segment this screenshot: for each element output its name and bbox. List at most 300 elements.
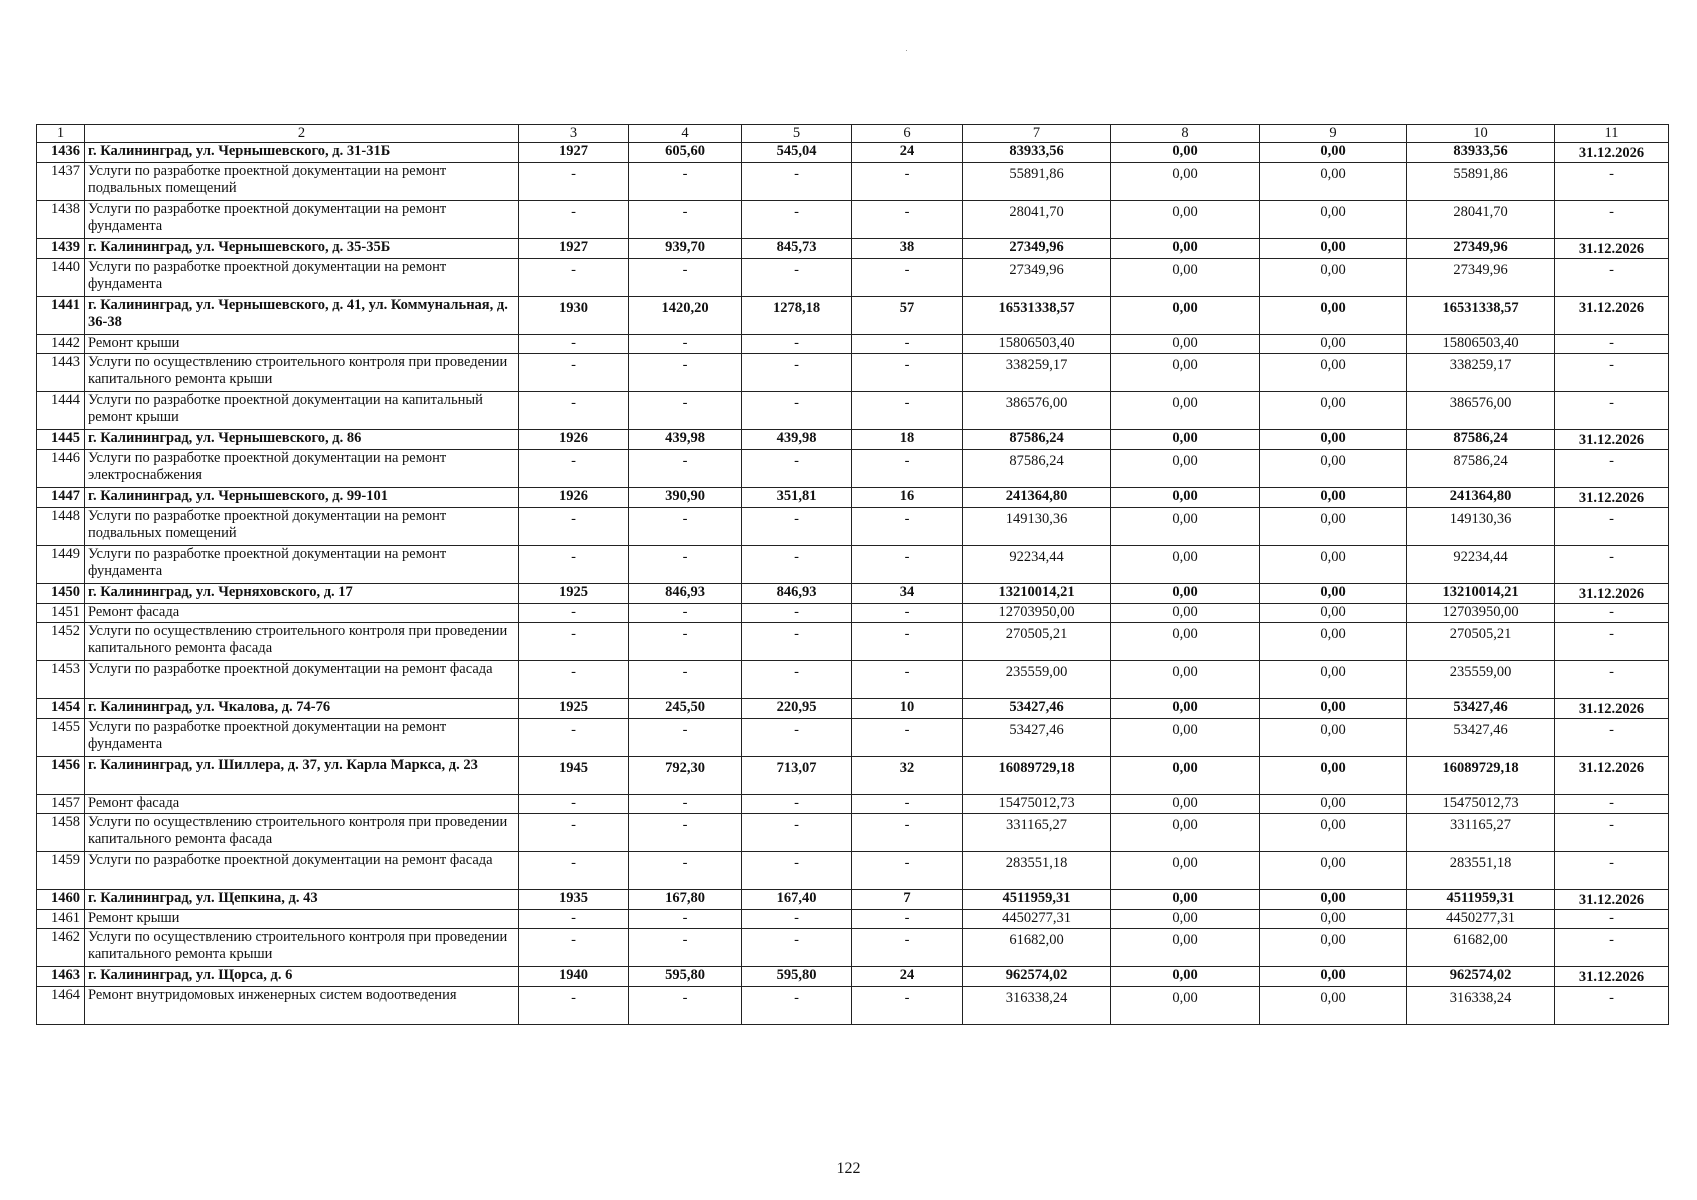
cost-col9-cell: 0,00 bbox=[1260, 297, 1407, 335]
row-name: Услуги по разработке проектной документации на ремонт фундамента bbox=[85, 259, 519, 297]
cost-col10-cell: 235559,00 bbox=[1407, 661, 1555, 699]
row-name: Услуги по осуществлению строительного контроля при проведении капитального ремонта фасада bbox=[85, 814, 519, 852]
residents-cell: 38 bbox=[852, 239, 963, 259]
deadline-cell: - bbox=[1555, 392, 1669, 430]
cost-col10-cell: 53427,46 bbox=[1407, 699, 1555, 719]
year-cell: - bbox=[519, 201, 629, 239]
cost-total-cell: 149130,36 bbox=[963, 508, 1111, 546]
work-row bbox=[37, 719, 1669, 757]
cost-col9-cell: 0,00 bbox=[1260, 335, 1407, 354]
cost-col9-cell: 0,00 bbox=[1260, 143, 1407, 163]
year-cell: - bbox=[519, 795, 629, 814]
cost-col8-cell: 0,00 bbox=[1111, 795, 1260, 814]
area-living-cell: - bbox=[742, 354, 852, 392]
area-living-cell: - bbox=[742, 546, 852, 584]
address-row bbox=[37, 584, 1669, 604]
row-name: Услуги по разработке проектной документации на ремонт фасада bbox=[85, 852, 519, 890]
year-cell: - bbox=[519, 852, 629, 890]
cost-total-cell: 12703950,00 bbox=[963, 604, 1111, 623]
area-total-cell: - bbox=[629, 259, 742, 297]
residents-cell: - bbox=[852, 163, 963, 201]
cost-col10-cell: 4511959,31 bbox=[1407, 890, 1555, 910]
cost-col8-cell: 0,00 bbox=[1111, 814, 1260, 852]
cost-col9-cell: 0,00 bbox=[1260, 623, 1407, 661]
cost-total-cell: 235559,00 bbox=[963, 661, 1111, 699]
cost-total-cell: 15475012,73 bbox=[963, 795, 1111, 814]
deadline-cell: 31.12.2026 bbox=[1555, 584, 1669, 604]
row-name: Услуги по разработке проектной документации на ремонт фасада bbox=[85, 661, 519, 699]
area-total-cell: - bbox=[629, 508, 742, 546]
area-total-cell: - bbox=[629, 852, 742, 890]
residents-cell: - bbox=[852, 814, 963, 852]
year-cell: 1925 bbox=[519, 699, 629, 719]
col-header: 4 bbox=[629, 125, 742, 143]
row-number: 1437 bbox=[37, 163, 85, 201]
area-total-cell: - bbox=[629, 201, 742, 239]
area-total-cell: - bbox=[629, 987, 742, 1025]
row-number: 1446 bbox=[37, 450, 85, 488]
row-number: 1441 bbox=[37, 297, 85, 335]
row-name: г. Калининград, ул. Черняховского, д. 17 bbox=[85, 584, 519, 604]
row-number: 1439 bbox=[37, 239, 85, 259]
cost-total-cell: 338259,17 bbox=[963, 354, 1111, 392]
year-cell: 1935 bbox=[519, 890, 629, 910]
address-row bbox=[37, 890, 1669, 910]
work-row bbox=[37, 852, 1669, 890]
cost-col8-cell: 0,00 bbox=[1111, 335, 1260, 354]
cost-col9-cell: 0,00 bbox=[1260, 546, 1407, 584]
cost-col9-cell: 0,00 bbox=[1260, 430, 1407, 450]
area-total-cell: - bbox=[629, 910, 742, 929]
work-row bbox=[37, 814, 1669, 852]
area-living-cell: 351,81 bbox=[742, 488, 852, 508]
address-row bbox=[37, 488, 1669, 508]
cost-col9-cell: 0,00 bbox=[1260, 163, 1407, 201]
year-cell: - bbox=[519, 910, 629, 929]
work-row bbox=[37, 450, 1669, 488]
area-living-cell: - bbox=[742, 392, 852, 430]
cost-total-cell: 27349,96 bbox=[963, 239, 1111, 259]
row-name: Услуги по разработке проектной документации на капитальный ремонт крыши bbox=[85, 392, 519, 430]
table-body bbox=[37, 125, 1669, 1025]
residents-cell: 10 bbox=[852, 699, 963, 719]
work-row bbox=[37, 604, 1669, 623]
cost-total-cell: 241364,80 bbox=[963, 488, 1111, 508]
col-header: 8 bbox=[1111, 125, 1260, 143]
cost-col8-cell: 0,00 bbox=[1111, 910, 1260, 929]
cost-total-cell: 331165,27 bbox=[963, 814, 1111, 852]
cost-total-cell: 87586,24 bbox=[963, 450, 1111, 488]
area-living-cell: - bbox=[742, 987, 852, 1025]
year-cell: 1930 bbox=[519, 297, 629, 335]
deadline-cell: - bbox=[1555, 661, 1669, 699]
cost-col8-cell: 0,00 bbox=[1111, 757, 1260, 795]
area-total-cell: - bbox=[629, 661, 742, 699]
residents-cell: - bbox=[852, 201, 963, 239]
deadline-cell: 31.12.2026 bbox=[1555, 890, 1669, 910]
area-total-cell: - bbox=[629, 450, 742, 488]
scan-dot bbox=[906, 50, 907, 51]
year-cell: - bbox=[519, 259, 629, 297]
area-total-cell: - bbox=[629, 354, 742, 392]
year-cell: - bbox=[519, 508, 629, 546]
residents-cell: - bbox=[852, 450, 963, 488]
year-cell: 1927 bbox=[519, 143, 629, 163]
cost-col8-cell: 0,00 bbox=[1111, 852, 1260, 890]
area-total-cell: 846,93 bbox=[629, 584, 742, 604]
row-number: 1457 bbox=[37, 795, 85, 814]
cost-col8-cell: 0,00 bbox=[1111, 967, 1260, 987]
row-number: 1454 bbox=[37, 699, 85, 719]
year-cell: - bbox=[519, 719, 629, 757]
deadline-cell: - bbox=[1555, 508, 1669, 546]
cost-total-cell: 55891,86 bbox=[963, 163, 1111, 201]
cost-col9-cell: 0,00 bbox=[1260, 699, 1407, 719]
cost-total-cell: 270505,21 bbox=[963, 623, 1111, 661]
deadline-cell: - bbox=[1555, 623, 1669, 661]
area-total-cell: - bbox=[629, 929, 742, 967]
residents-cell: 24 bbox=[852, 143, 963, 163]
cost-col8-cell: 0,00 bbox=[1111, 584, 1260, 604]
area-total-cell: - bbox=[629, 335, 742, 354]
area-living-cell: - bbox=[742, 201, 852, 239]
row-name: Услуги по разработке проектной документации на ремонт подвальных помещений bbox=[85, 508, 519, 546]
residents-cell: - bbox=[852, 661, 963, 699]
deadline-cell: 31.12.2026 bbox=[1555, 297, 1669, 335]
cost-col9-cell: 0,00 bbox=[1260, 392, 1407, 430]
residents-cell: - bbox=[852, 354, 963, 392]
cost-col10-cell: 53427,46 bbox=[1407, 719, 1555, 757]
cost-col10-cell: 87586,24 bbox=[1407, 450, 1555, 488]
cost-total-cell: 386576,00 bbox=[963, 392, 1111, 430]
cost-col8-cell: 0,00 bbox=[1111, 392, 1260, 430]
deadline-cell: 31.12.2026 bbox=[1555, 757, 1669, 795]
deadline-cell: - bbox=[1555, 987, 1669, 1025]
area-living-cell: 845,73 bbox=[742, 239, 852, 259]
cost-col9-cell: 0,00 bbox=[1260, 508, 1407, 546]
cost-col9-cell: 0,00 bbox=[1260, 584, 1407, 604]
deadline-cell: 31.12.2026 bbox=[1555, 430, 1669, 450]
year-cell: - bbox=[519, 661, 629, 699]
cost-total-cell: 4450277,31 bbox=[963, 910, 1111, 929]
year-cell: 1926 bbox=[519, 488, 629, 508]
cost-total-cell: 13210014,21 bbox=[963, 584, 1111, 604]
row-number: 1458 bbox=[37, 814, 85, 852]
cost-col8-cell: 0,00 bbox=[1111, 929, 1260, 967]
area-total-cell: - bbox=[629, 546, 742, 584]
deadline-cell: - bbox=[1555, 604, 1669, 623]
year-cell: - bbox=[519, 604, 629, 623]
year-cell: - bbox=[519, 392, 629, 430]
cost-col9-cell: 0,00 bbox=[1260, 354, 1407, 392]
address-row bbox=[37, 239, 1669, 259]
cost-col8-cell: 0,00 bbox=[1111, 890, 1260, 910]
work-row bbox=[37, 201, 1669, 239]
residents-cell: - bbox=[852, 929, 963, 967]
cost-col9-cell: 0,00 bbox=[1260, 719, 1407, 757]
col-header: 3 bbox=[519, 125, 629, 143]
residents-cell: 34 bbox=[852, 584, 963, 604]
row-number: 1447 bbox=[37, 488, 85, 508]
area-total-cell: 245,50 bbox=[629, 699, 742, 719]
cost-col8-cell: 0,00 bbox=[1111, 430, 1260, 450]
cost-col8-cell: 0,00 bbox=[1111, 354, 1260, 392]
cost-col10-cell: 27349,96 bbox=[1407, 259, 1555, 297]
cost-col9-cell: 0,00 bbox=[1260, 259, 1407, 297]
cost-col10-cell: 386576,00 bbox=[1407, 392, 1555, 430]
cost-col10-cell: 55891,86 bbox=[1407, 163, 1555, 201]
row-number: 1453 bbox=[37, 661, 85, 699]
cost-col9-cell: 0,00 bbox=[1260, 661, 1407, 699]
row-number: 1448 bbox=[37, 508, 85, 546]
deadline-cell: - bbox=[1555, 335, 1669, 354]
year-cell: - bbox=[519, 623, 629, 661]
deadline-cell: - bbox=[1555, 929, 1669, 967]
area-total-cell: 792,30 bbox=[629, 757, 742, 795]
cost-col8-cell: 0,00 bbox=[1111, 699, 1260, 719]
cost-col9-cell: 0,00 bbox=[1260, 967, 1407, 987]
residents-cell: - bbox=[852, 987, 963, 1025]
cost-col10-cell: 27349,96 bbox=[1407, 239, 1555, 259]
row-number: 1436 bbox=[37, 143, 85, 163]
cost-col10-cell: 241364,80 bbox=[1407, 488, 1555, 508]
cost-col10-cell: 270505,21 bbox=[1407, 623, 1555, 661]
cost-col8-cell: 0,00 bbox=[1111, 297, 1260, 335]
area-living-cell: 545,04 bbox=[742, 143, 852, 163]
residents-cell: - bbox=[852, 719, 963, 757]
area-total-cell: 605,60 bbox=[629, 143, 742, 163]
cost-col9-cell: 0,00 bbox=[1260, 450, 1407, 488]
row-number: 1464 bbox=[37, 987, 85, 1025]
cost-col8-cell: 0,00 bbox=[1111, 201, 1260, 239]
area-living-cell: 439,98 bbox=[742, 430, 852, 450]
area-total-cell: 439,98 bbox=[629, 430, 742, 450]
cost-col8-cell: 0,00 bbox=[1111, 488, 1260, 508]
deadline-cell: - bbox=[1555, 795, 1669, 814]
cost-col10-cell: 83933,56 bbox=[1407, 143, 1555, 163]
row-name: Услуги по осуществлению строительного контроля при проведении капитального ремонта крыши bbox=[85, 929, 519, 967]
address-row bbox=[37, 757, 1669, 795]
row-name: Ремонт фасада bbox=[85, 604, 519, 623]
deadline-cell: - bbox=[1555, 814, 1669, 852]
area-living-cell: 713,07 bbox=[742, 757, 852, 795]
row-number: 1463 bbox=[37, 967, 85, 987]
col-header: 7 bbox=[963, 125, 1111, 143]
row-number: 1440 bbox=[37, 259, 85, 297]
area-living-cell: 220,95 bbox=[742, 699, 852, 719]
cost-col10-cell: 331165,27 bbox=[1407, 814, 1555, 852]
year-cell: - bbox=[519, 814, 629, 852]
cost-col10-cell: 316338,24 bbox=[1407, 987, 1555, 1025]
address-row bbox=[37, 967, 1669, 987]
row-number: 1449 bbox=[37, 546, 85, 584]
cost-total-cell: 15806503,40 bbox=[963, 335, 1111, 354]
row-number: 1451 bbox=[37, 604, 85, 623]
area-total-cell: - bbox=[629, 719, 742, 757]
area-living-cell: - bbox=[742, 814, 852, 852]
deadline-cell: 31.12.2026 bbox=[1555, 488, 1669, 508]
cost-total-cell: 27349,96 bbox=[963, 259, 1111, 297]
cost-col9-cell: 0,00 bbox=[1260, 795, 1407, 814]
cost-total-cell: 16089729,18 bbox=[963, 757, 1111, 795]
col-header: 10 bbox=[1407, 125, 1555, 143]
area-total-cell: 167,80 bbox=[629, 890, 742, 910]
area-living-cell: - bbox=[742, 604, 852, 623]
residents-cell: - bbox=[852, 623, 963, 661]
col-header: 2 bbox=[85, 125, 519, 143]
work-row bbox=[37, 392, 1669, 430]
row-name: Услуги по осуществлению строительного контроля при проведении капитального ремонта фасада bbox=[85, 623, 519, 661]
residents-cell: - bbox=[852, 910, 963, 929]
row-name: Услуги по разработке проектной документации на ремонт фундамента bbox=[85, 546, 519, 584]
area-living-cell: - bbox=[742, 852, 852, 890]
work-row bbox=[37, 795, 1669, 814]
work-row bbox=[37, 661, 1669, 699]
cost-total-cell: 87586,24 bbox=[963, 430, 1111, 450]
cost-total-cell: 53427,46 bbox=[963, 719, 1111, 757]
work-row bbox=[37, 163, 1669, 201]
row-name: г. Калининград, ул. Шиллера, д. 37, ул. Карла Маркса, д. 23 bbox=[85, 757, 519, 795]
area-living-cell: - bbox=[742, 508, 852, 546]
residents-cell: - bbox=[852, 392, 963, 430]
area-total-cell: - bbox=[629, 814, 742, 852]
cost-col8-cell: 0,00 bbox=[1111, 239, 1260, 259]
cost-col10-cell: 15475012,73 bbox=[1407, 795, 1555, 814]
cost-total-cell: 962574,02 bbox=[963, 967, 1111, 987]
deadline-cell: - bbox=[1555, 201, 1669, 239]
area-total-cell: - bbox=[629, 163, 742, 201]
cost-col9-cell: 0,00 bbox=[1260, 910, 1407, 929]
cost-total-cell: 4511959,31 bbox=[963, 890, 1111, 910]
deadline-cell: - bbox=[1555, 354, 1669, 392]
cost-col9-cell: 0,00 bbox=[1260, 890, 1407, 910]
row-name: г. Калининград, ул. Чернышевского, д. 99-101 bbox=[85, 488, 519, 508]
area-living-cell: - bbox=[742, 450, 852, 488]
residents-cell: 18 bbox=[852, 430, 963, 450]
row-number: 1443 bbox=[37, 354, 85, 392]
cost-col10-cell: 962574,02 bbox=[1407, 967, 1555, 987]
cost-col8-cell: 0,00 bbox=[1111, 450, 1260, 488]
work-row bbox=[37, 929, 1669, 967]
area-total-cell: - bbox=[629, 795, 742, 814]
work-row bbox=[37, 623, 1669, 661]
row-number: 1456 bbox=[37, 757, 85, 795]
deadline-cell: - bbox=[1555, 910, 1669, 929]
year-cell: 1940 bbox=[519, 967, 629, 987]
area-living-cell: - bbox=[742, 719, 852, 757]
year-cell: 1925 bbox=[519, 584, 629, 604]
row-name: г. Калининград, ул. Щепкина, д. 43 bbox=[85, 890, 519, 910]
residents-cell: - bbox=[852, 335, 963, 354]
year-cell: - bbox=[519, 546, 629, 584]
cost-col8-cell: 0,00 bbox=[1111, 143, 1260, 163]
area-living-cell: - bbox=[742, 661, 852, 699]
row-name: г. Калининград, ул. Чернышевского, д. 31-31Б bbox=[85, 143, 519, 163]
row-name: Услуги по разработке проектной документации на ремонт электроснабжения bbox=[85, 450, 519, 488]
cost-col9-cell: 0,00 bbox=[1260, 488, 1407, 508]
row-name: Услуги по осуществлению строительного контроля при проведении капитального ремонта крыши bbox=[85, 354, 519, 392]
deadline-cell: 31.12.2026 bbox=[1555, 967, 1669, 987]
cost-total-cell: 316338,24 bbox=[963, 987, 1111, 1025]
year-cell: - bbox=[519, 929, 629, 967]
cost-col9-cell: 0,00 bbox=[1260, 852, 1407, 890]
residents-cell: - bbox=[852, 546, 963, 584]
cost-total-cell: 16531338,57 bbox=[963, 297, 1111, 335]
year-cell: - bbox=[519, 335, 629, 354]
cost-col8-cell: 0,00 bbox=[1111, 987, 1260, 1025]
cost-total-cell: 283551,18 bbox=[963, 852, 1111, 890]
row-number: 1452 bbox=[37, 623, 85, 661]
cost-col10-cell: 12703950,00 bbox=[1407, 604, 1555, 623]
area-living-cell: - bbox=[742, 795, 852, 814]
cost-total-cell: 92234,44 bbox=[963, 546, 1111, 584]
cost-col9-cell: 0,00 bbox=[1260, 929, 1407, 967]
cost-col10-cell: 28041,70 bbox=[1407, 201, 1555, 239]
cost-col9-cell: 0,00 bbox=[1260, 987, 1407, 1025]
area-living-cell: - bbox=[742, 910, 852, 929]
row-number: 1442 bbox=[37, 335, 85, 354]
year-cell: - bbox=[519, 354, 629, 392]
row-name: г. Калининград, ул. Чернышевского, д. 86 bbox=[85, 430, 519, 450]
address-row bbox=[37, 699, 1669, 719]
cost-col8-cell: 0,00 bbox=[1111, 661, 1260, 699]
area-living-cell: - bbox=[742, 335, 852, 354]
address-row bbox=[37, 297, 1669, 335]
residents-cell: - bbox=[852, 508, 963, 546]
cost-col8-cell: 0,00 bbox=[1111, 546, 1260, 584]
row-number: 1445 bbox=[37, 430, 85, 450]
works-table bbox=[36, 124, 1669, 1025]
cost-col10-cell: 13210014,21 bbox=[1407, 584, 1555, 604]
year-cell: 1945 bbox=[519, 757, 629, 795]
cost-col9-cell: 0,00 bbox=[1260, 201, 1407, 239]
residents-cell: 7 bbox=[852, 890, 963, 910]
cost-col10-cell: 61682,00 bbox=[1407, 929, 1555, 967]
residents-cell: - bbox=[852, 852, 963, 890]
cost-col8-cell: 0,00 bbox=[1111, 163, 1260, 201]
deadline-cell: - bbox=[1555, 163, 1669, 201]
cost-col10-cell: 87586,24 bbox=[1407, 430, 1555, 450]
deadline-cell: - bbox=[1555, 546, 1669, 584]
row-number: 1462 bbox=[37, 929, 85, 967]
cost-col9-cell: 0,00 bbox=[1260, 757, 1407, 795]
cost-col10-cell: 283551,18 bbox=[1407, 852, 1555, 890]
cost-col9-cell: 0,00 bbox=[1260, 604, 1407, 623]
cost-col8-cell: 0,00 bbox=[1111, 259, 1260, 297]
deadline-cell: - bbox=[1555, 259, 1669, 297]
residents-cell: 24 bbox=[852, 967, 963, 987]
row-number: 1438 bbox=[37, 201, 85, 239]
area-total-cell: - bbox=[629, 392, 742, 430]
row-name: Услуги по разработке проектной документации на ремонт фундамента bbox=[85, 719, 519, 757]
cost-col8-cell: 0,00 bbox=[1111, 623, 1260, 661]
cost-col8-cell: 0,00 bbox=[1111, 604, 1260, 623]
row-name: г. Калининград, ул. Чкалова, д. 74-76 bbox=[85, 699, 519, 719]
row-name: г. Калининград, ул. Чернышевского, д. 41, ул. Коммунальная, д. 36-38 bbox=[85, 297, 519, 335]
year-cell: - bbox=[519, 163, 629, 201]
cost-col10-cell: 4450277,31 bbox=[1407, 910, 1555, 929]
cost-col9-cell: 0,00 bbox=[1260, 239, 1407, 259]
year-cell: 1927 bbox=[519, 239, 629, 259]
residents-cell: 57 bbox=[852, 297, 963, 335]
area-living-cell: 1278,18 bbox=[742, 297, 852, 335]
year-cell: - bbox=[519, 987, 629, 1025]
cost-col10-cell: 16531338,57 bbox=[1407, 297, 1555, 335]
cost-col10-cell: 149130,36 bbox=[1407, 508, 1555, 546]
residents-cell: - bbox=[852, 259, 963, 297]
col-header: 1 bbox=[37, 125, 85, 143]
address-row bbox=[37, 143, 1669, 163]
